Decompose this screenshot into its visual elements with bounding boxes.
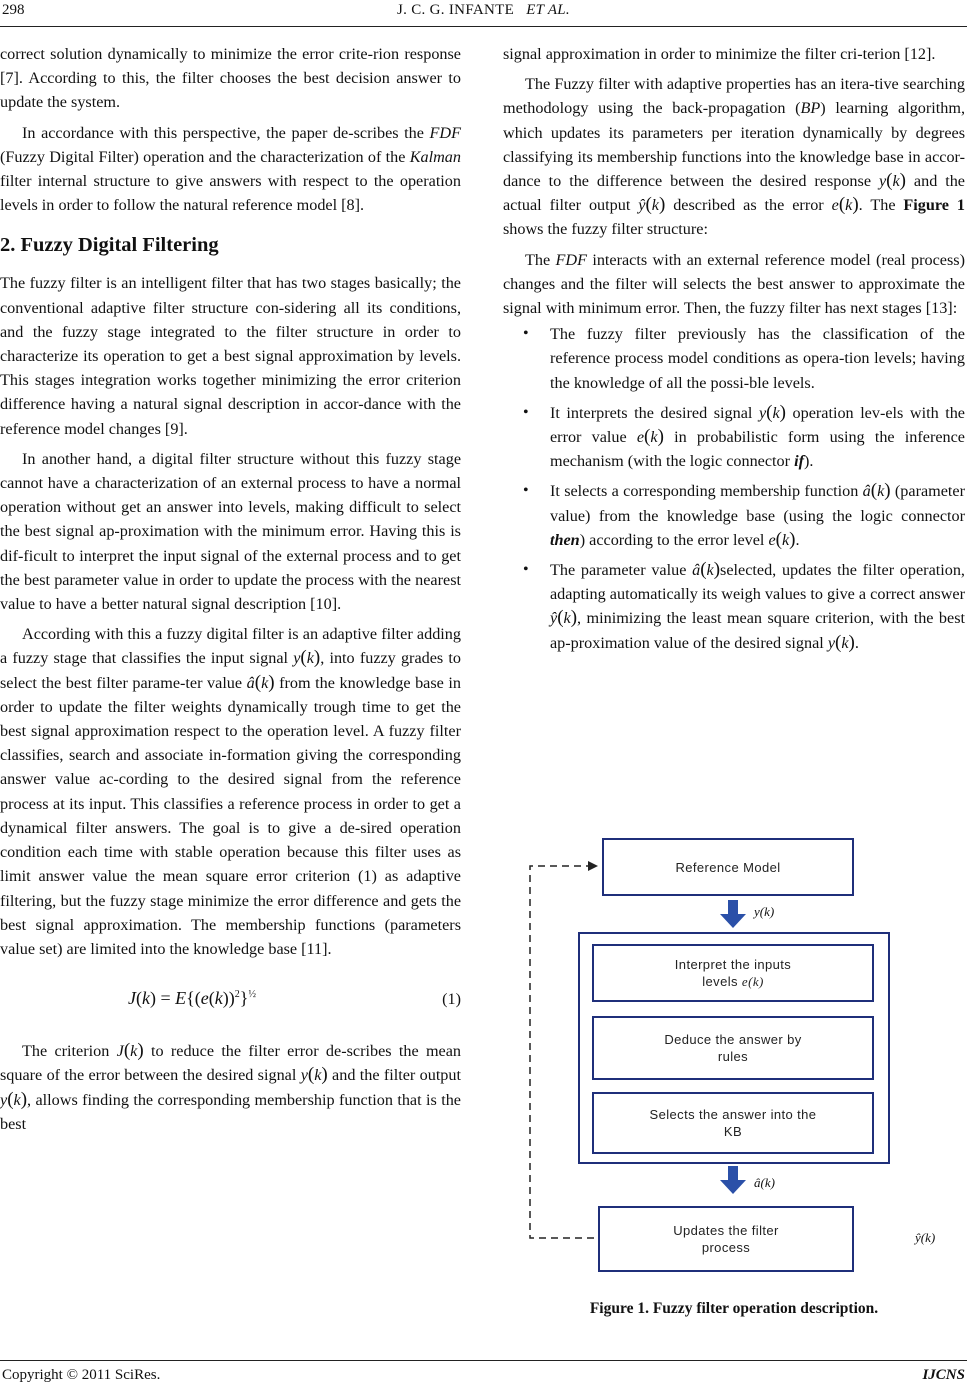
math-e-k: e(k) — [768, 528, 796, 550]
header-rule — [0, 26, 967, 27]
paragraph-according: According with this a fuzzy digital filter is an adaptive filter adding a fuzzy stage that classifies the input signal y(k), into fuzzy grades to select the best filter parame-ter value â(k) from the knowledge base in order to update the filter weights dynamically trough time to get the best signal approximation respect to the operation level. A fuzzy filter classifies, search and associate in-formation giving the corresponding answer value ac-cording to the desired signal from the reference process at its input. This classifies a reference process in order to get a dynamical filter answers. The goal is to give a de-sired operation condition each time with stable operation because this filter uses as limit answer value the mean square error criterion (1) as adaptive filtering, but the fuzzy stage minimize the error difference and gets the best signal approximation. The membership functions (parameters value set) are limited into the knowledge base [11]. — [0, 625, 461, 958]
left-column — [0, 42, 461, 1136]
arrow-down-icon — [720, 900, 746, 928]
list-item: • The parameter value â(k)selected, updates the filter operation, adapting automatically its weigh values to give a correct answer ŷ(k), minimizing the least mean square criterion, with the best ap-proximation value of the desired signal y(k). — [503, 558, 965, 655]
journal-name: IJCNS — [922, 1367, 965, 1383]
math-y-k: y(k) — [0, 1088, 28, 1110]
box-interpret-inputs: Interpret the inputs levels e(k) — [592, 944, 874, 1002]
box-reference-model: Reference Model — [602, 838, 854, 896]
paragraph-fuzzy-filter: The fuzzy filter is an intelligent filter that has two stages basically; the conventional adaptive filter structure con-sidering all its conditions, and the fuzzy stage integrated to the filter structure in order to characterize its operation to get a best signal approximation by levels. This stages integration works together minimizing the error criterion difference having a natural signal description in accor-dance with the reference model changes [9]. — [0, 274, 461, 438]
math-a-hat-k: â(k) — [862, 480, 891, 502]
equation-number: (1) — [442, 990, 461, 1009]
list-item: • It selects a corresponding membership function â(k) (parameter value) from the knowledge base (using the logic connector then) according to the error level e(k). — [503, 479, 965, 552]
list-item: • The fuzzy filter previously has the classification of the reference process model conditions as opera-tion levels; having the knowledge of all the possi-ble levels. — [503, 322, 965, 395]
page-number: 298 — [2, 2, 25, 18]
math-y-hat-k: ŷ(k) — [638, 194, 666, 216]
kalman-term: Kalman — [409, 147, 461, 166]
math-J-k: J(k) — [116, 1040, 144, 1062]
page-footer — [0, 1352, 967, 1386]
stages-list — [503, 322, 965, 655]
math-y-k: y(k) — [300, 1064, 328, 1086]
label-e-k: e(k) — [741, 974, 764, 989]
if-connector: if — [794, 452, 804, 471]
paragraph-another-hand: In another hand, a digital filter structure without this fuzzy stage cannot have a characterization of an external process to have a normal operation without get an answer into levels, making difficult to select the best signal ap-proximation with the minimum error. Having this is dif-ficult to interpret the input signal of the external process and to get the best parameter value in order to update the process with the nearest value to have a better natural signal description [10]. — [0, 449, 461, 614]
math-y-hat-k: ŷ(k) — [550, 607, 578, 629]
feedback-arrowhead — [588, 861, 598, 871]
copyright: Copyright © 2011 SciRes. — [2, 1367, 161, 1383]
running-title-etal: ET AL. — [526, 2, 570, 18]
running-title — [0, 2, 967, 19]
math-y-k: y(k) — [827, 631, 855, 653]
box-selects-answer: Selects the answer into the KB — [592, 1092, 874, 1154]
section-title: 2. Fuzzy Digital Filtering — [0, 234, 219, 257]
math-y-k: y(k) — [293, 647, 321, 669]
then-connector: then — [550, 530, 580, 549]
math-a-hat-k: â(k) — [246, 671, 275, 693]
paragraph-adaptive: The Fuzzy filter with adaptive properties has an itera-tive searching methodology using the back-propagation (BP) learning algorithm, which updates its parameters per iteration dynamically by degrees classifying its membership functions into the knowledge base in accor-dance to the difference between the desired response y(k) and the actual filter output ŷ(k) described as the error e(k). The Figure 1 shows the fuzzy filter structure: — [503, 75, 965, 239]
equation-1-body: $J(k) = E\{(e(k))^2\}^{\frac{1}{2}}$ — [128, 988, 256, 1009]
math-e-k: e(k) — [636, 426, 664, 448]
paragraph-signal-approx: signal approximation in order to minimize the filter cri-terion [12]. — [503, 45, 936, 63]
figure-reference: Figure 1 — [903, 196, 965, 215]
figure-1 — [526, 828, 946, 1298]
math-a-hat-k: â(k) — [692, 559, 721, 581]
label-a-hat-k: â(k) — [754, 1175, 775, 1190]
paragraph-perspective: In accordance with this perspective, the paper de-scribes the FDF (Fuzzy Digital Filter) operation and the characterization of the Kalman filter internal structure to give answers with respect to the operation levels in order to follow the natural reference model [8]. — [0, 123, 461, 215]
paragraph-criterion: The criterion J(k) to reduce the filter error de-scribes the mean square of the error between the desired signal y(k) and the filter output y(k), allows finding the corresponding membership function that is the best — [0, 1040, 462, 1133]
math-y-k: y(k) — [758, 401, 786, 423]
equation-1 — [0, 973, 461, 1027]
paragraph-fdf-interacts: The FDF interacts with an external reference model (real process) changes and the filter will selects the best answer to approximate the signal with minimum error. Then, the fuzzy filter has next stages [13]: — [503, 250, 965, 318]
math-e-k: e(k) — [831, 194, 859, 216]
figure-caption: Figure 1. Fuzzy filter operation description. — [589, 1300, 879, 1317]
bp-term: BP — [800, 99, 821, 118]
list-item: • It interprets the desired signal y(k) operation lev-els with the error value e(k) in probabilistic form using the inference mechanism (with the logic connector if). — [503, 401, 965, 474]
page-header — [0, 0, 967, 30]
running-title-authors: J. C. G. INFANTE — [397, 2, 515, 18]
label-y-hat-k: ŷ(k) — [915, 1230, 936, 1245]
arrow-down-icon — [720, 1166, 746, 1194]
box-deduce-answer: Deduce the answer by rules — [592, 1016, 874, 1080]
math-y-k: y(k) — [878, 170, 906, 192]
fdf-term: FDF — [555, 250, 587, 269]
fdf-term: FDF — [429, 123, 461, 142]
footer-rule — [0, 1360, 967, 1361]
label-y-k: y(k) — [754, 904, 775, 919]
box-updates-filter: Updates the filter process — [598, 1206, 854, 1272]
paragraph-intro-end: correct solution dynamically to minimize the error crite-rion response [7]. According to this, the filter chooses the best decision answer to update the system. — [0, 45, 461, 112]
right-column — [503, 42, 965, 661]
